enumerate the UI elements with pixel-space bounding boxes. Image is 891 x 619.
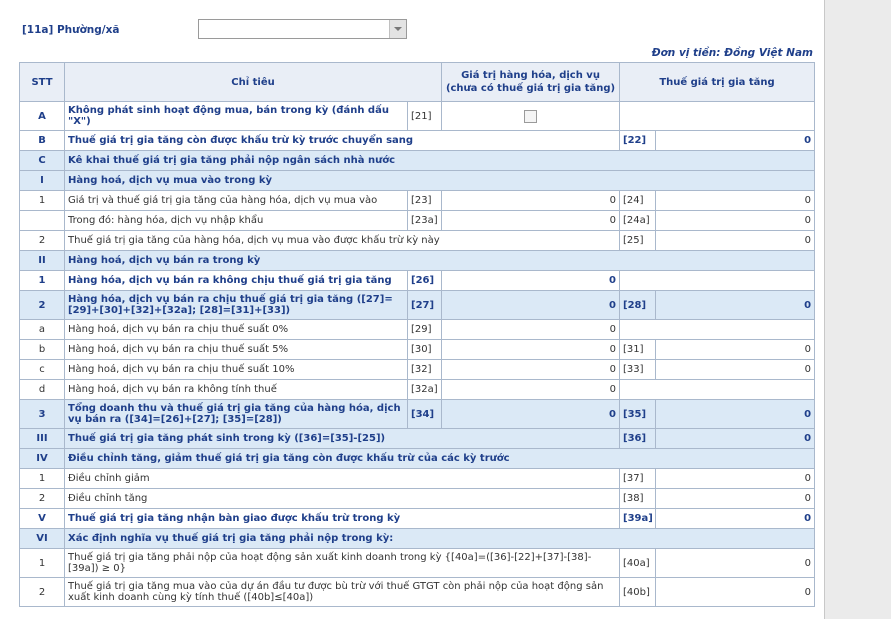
table-row (20, 578, 815, 607)
row-code: [21] (408, 102, 442, 131)
row-indicator: Hàng hoá, dịch vụ mua vào trong kỳ (65, 171, 815, 191)
table-row (20, 171, 815, 191)
row-value-input[interactable]: 0 (656, 578, 815, 607)
row-stt: C (20, 151, 65, 171)
row-indicator: Điều chỉnh giảm (65, 469, 620, 489)
table-row (20, 320, 815, 340)
table-row (20, 231, 815, 251)
table-row (20, 429, 815, 449)
row-indicator: Tổng doanh thu và thuế giá trị gia tăng của hàng hóa, dịch vụ bán ra ([34]=[26]+[27]; [35]=[28]) (65, 400, 408, 429)
row-code-vat: [33] (620, 360, 656, 380)
row-indicator: Điều chỉnh tăng (65, 489, 620, 509)
row-indicator: Hàng hóa, dịch vụ bán ra không chịu thuế giá trị gia tăng (65, 271, 408, 291)
row-vat-value-input[interactable]: 0 (656, 360, 815, 380)
row-code-goods: [23] (408, 191, 442, 211)
table-row (20, 151, 815, 171)
row-stt: 3 (20, 400, 65, 429)
row-stt (20, 211, 65, 231)
currency-note: Đơn vị tiền: Đồng Việt Nam (651, 47, 813, 59)
chevron-down-icon[interactable] (389, 20, 406, 38)
row-stt: II (20, 251, 65, 271)
row-indicator: Thuế giá trị gia tăng của hàng hóa, dịch vụ mua vào được khấu trừ kỳ này (65, 231, 620, 251)
row-code: [39a] (620, 509, 656, 529)
row-value-input[interactable]: 0 (656, 549, 815, 578)
row-code: [25] (620, 231, 656, 251)
row-goods-value-input[interactable]: 0 (442, 360, 620, 380)
header-goods-value: Giá trị hàng hóa, dịch vụ (chưa có thuế giá trị gia tăng) (442, 63, 620, 102)
table-row (20, 102, 815, 131)
row-stt: 2 (20, 489, 65, 509)
row-code-vat: [24a] (620, 211, 656, 231)
row-code: [40b] (620, 578, 656, 607)
row-indicator: Điều chỉnh tăng, giảm thuế giá trị gia tăng còn được khấu trừ của các kỳ trước (65, 449, 815, 469)
row-code: [22] (620, 131, 656, 151)
row-code: [40a] (620, 549, 656, 578)
table-row (20, 469, 815, 489)
header-stt: STT (20, 63, 65, 102)
vat-declaration-table (19, 62, 815, 607)
no-activity-cell (442, 102, 620, 131)
row-goods-value-input[interactable]: 0 (442, 340, 620, 360)
table-row (20, 549, 815, 578)
row-goods-value-input[interactable]: 0 (442, 380, 620, 400)
row-stt: c (20, 360, 65, 380)
row-stt: B (20, 131, 65, 151)
table-row (20, 449, 815, 469)
ward-label: [11a] Phường/xã (22, 24, 120, 36)
row-code-goods: [32] (408, 360, 442, 380)
row-goods-value-input[interactable]: 0 (442, 211, 620, 231)
row-code-goods: [23a] (408, 211, 442, 231)
table-row (20, 380, 815, 400)
header-vat: Thuế giá trị gia tăng (620, 63, 815, 102)
row-stt: b (20, 340, 65, 360)
row-stt: 1 (20, 469, 65, 489)
row-vat-value-input[interactable]: 0 (656, 291, 815, 320)
empty-cell (620, 320, 815, 340)
table-row (20, 251, 815, 271)
empty-cell (620, 380, 815, 400)
row-indicator: Thuế giá trị gia tăng phải nộp của hoạt động sản xuất kinh doanh trong kỳ {[40a]=([36]-[22]+[37]-[38]-[39a]) ≥ 0} (65, 549, 620, 578)
row-indicator: Kê khai thuế giá trị gia tăng phải nộp ngân sách nhà nước (65, 151, 815, 171)
row-indicator: Thuế giá trị gia tăng nhận bàn giao được khấu trừ trong kỳ (65, 509, 620, 529)
table-row (20, 489, 815, 509)
row-code-vat: [24] (620, 191, 656, 211)
row-value-input[interactable]: 0 (656, 509, 815, 529)
table-row (20, 191, 815, 211)
row-stt: IV (20, 449, 65, 469)
table-row (20, 211, 815, 231)
row-indicator: Giá trị và thuế giá trị gia tăng của hàng hóa, dịch vụ mua vào (65, 191, 408, 211)
row-code-goods: [32a] (408, 380, 442, 400)
row-indicator: Thuế giá trị gia tăng còn được khấu trừ kỳ trước chuyển sang (65, 131, 620, 151)
row-indicator: Hàng hoá, dịch vụ bán ra chịu thuế suất 5% (65, 340, 408, 360)
ward-select[interactable] (198, 19, 407, 39)
row-indicator: Hàng hoá, dịch vụ bán ra không tính thuế (65, 380, 408, 400)
row-code-goods: [27] (408, 291, 442, 320)
row-indicator: Hàng hóa, dịch vụ bán ra chịu thuế giá trị gia tăng ([27]=[29]+[30]+[32]+[32a]; [28]=[31]+[33]) (65, 291, 408, 320)
right-panel (824, 0, 891, 619)
row-value-input[interactable]: 0 (656, 469, 815, 489)
row-code-vat: [28] (620, 291, 656, 320)
row-stt: V (20, 509, 65, 529)
row-stt: 1 (20, 191, 65, 211)
no-activity-checkbox[interactable] (524, 110, 537, 123)
row-code-goods: [34] (408, 400, 442, 429)
row-goods-value-input[interactable]: 0 (442, 191, 620, 211)
row-stt: 2 (20, 578, 65, 607)
row-value-input[interactable]: 0 (656, 489, 815, 509)
row-goods-value-input[interactable]: 0 (442, 400, 620, 429)
table-row (20, 340, 815, 360)
row-vat-value-input[interactable]: 0 (656, 191, 815, 211)
row-code: [36] (620, 429, 656, 449)
table-header-row (20, 63, 815, 102)
row-stt: d (20, 380, 65, 400)
row-indicator: Thuế giá trị gia tăng phát sinh trong kỳ ([36]=[35]-[25]) (65, 429, 620, 449)
row-stt: I (20, 171, 65, 191)
row-stt: 1 (20, 549, 65, 578)
row-indicator: Hàng hoá, dịch vụ bán ra chịu thuế suất 10% (65, 360, 408, 380)
row-indicator: Xác định nghĩa vụ thuế giá trị gia tăng phải nộp trong kỳ: (65, 529, 815, 549)
table-row (20, 400, 815, 429)
row-code-goods: [29] (408, 320, 442, 340)
header-indicator: Chỉ tiêu (65, 63, 442, 102)
row-code-vat: [31] (620, 340, 656, 360)
row-value-input[interactable]: 0 (656, 231, 815, 251)
table-row (20, 291, 815, 320)
table-row (20, 271, 815, 291)
row-code-goods: [26] (408, 271, 442, 291)
row-value-input[interactable]: 0 (656, 429, 815, 449)
row-indicator: Hàng hoá, dịch vụ bán ra trong kỳ (65, 251, 815, 271)
row-goods-value-input[interactable]: 0 (442, 271, 620, 291)
row-goods-value-input[interactable]: 0 (442, 320, 620, 340)
row-stt: A (20, 102, 65, 131)
row-vat-value-input[interactable]: 0 (656, 211, 815, 231)
row-stt: a (20, 320, 65, 340)
table-row (20, 529, 815, 549)
empty-cell (620, 102, 815, 131)
row-stt: III (20, 429, 65, 449)
row-indicator: Thuế giá trị gia tăng mua vào của dự án đầu tư được bù trừ với thuế GTGT còn phải nộp của hoạt động sản xuất kinh doanh cùng kỳ tính thuế ([40b]≤[40a]) (65, 578, 620, 607)
row-code: [38] (620, 489, 656, 509)
row-stt: 1 (20, 271, 65, 291)
row-indicator: Hàng hoá, dịch vụ bán ra chịu thuế suất 0% (65, 320, 408, 340)
row-goods-value-input[interactable]: 0 (442, 291, 620, 320)
row-indicator: Trong đó: hàng hóa, dịch vụ nhập khẩu (65, 211, 408, 231)
table-row (20, 131, 815, 151)
row-code: [37] (620, 469, 656, 489)
row-vat-value-input[interactable]: 0 (656, 400, 815, 429)
row-indicator: Không phát sinh hoạt động mua, bán trong kỳ (đánh dấu "X") (65, 102, 408, 131)
row-code-vat: [35] (620, 400, 656, 429)
row-stt: 2 (20, 291, 65, 320)
row-stt: VI (20, 529, 65, 549)
row-stt: 2 (20, 231, 65, 251)
empty-cell (620, 271, 815, 291)
table-row (20, 360, 815, 380)
table-row (20, 509, 815, 529)
row-vat-value-input[interactable]: 0 (656, 340, 815, 360)
row-value-input[interactable]: 0 (656, 131, 815, 151)
row-code-goods: [30] (408, 340, 442, 360)
